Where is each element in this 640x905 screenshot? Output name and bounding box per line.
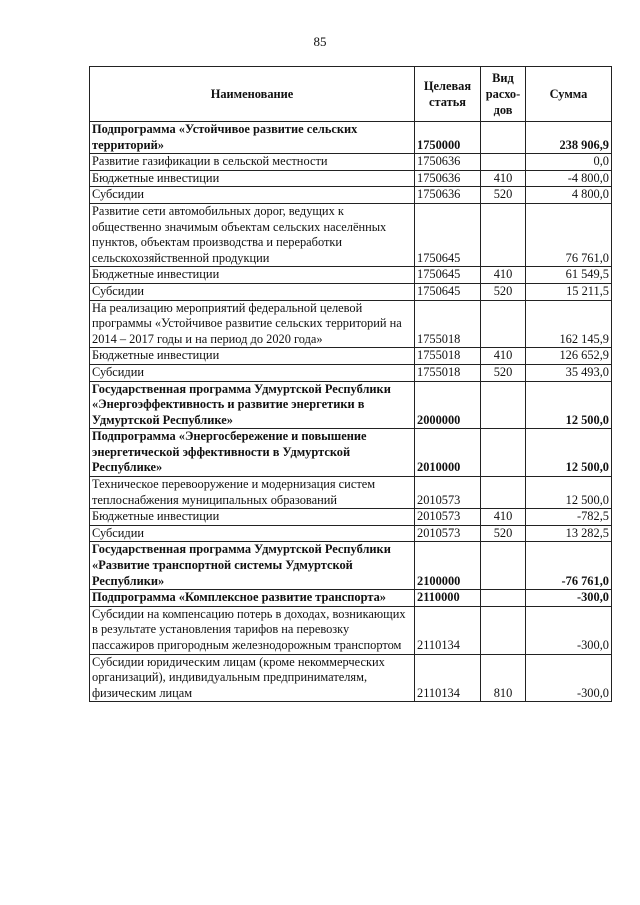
row-expense-type xyxy=(481,590,526,607)
row-target-article: 1755018 xyxy=(415,364,481,381)
row-name: Бюджетные инвестиции xyxy=(90,348,415,365)
row-name: Государственная программа Удмуртской Республики «Развитие транспортной системы Удмуртской Республики» xyxy=(90,542,415,590)
table-row xyxy=(90,267,612,284)
row-name: Развитие сети автомобильных дорог, ведущих к общественно значимым объектам сельских населённых пунктов, объектам производства и переработки сельскохозяйственной продукции xyxy=(90,203,415,266)
row-expense-type: 520 xyxy=(481,525,526,542)
table-row xyxy=(90,300,612,348)
row-expense-type: 520 xyxy=(481,283,526,300)
row-expense-type: 410 xyxy=(481,509,526,526)
row-name: Субсидии xyxy=(90,283,415,300)
row-expense-type: 520 xyxy=(481,187,526,204)
row-expense-type xyxy=(481,203,526,266)
table-row xyxy=(90,509,612,526)
table-row xyxy=(90,122,612,154)
row-name: Бюджетные инвестиции xyxy=(90,267,415,284)
row-expense-type xyxy=(481,154,526,171)
header-sum: Сумма xyxy=(526,67,612,122)
row-target-article: 1750645 xyxy=(415,283,481,300)
row-expense-type: 520 xyxy=(481,364,526,381)
row-expense-type xyxy=(481,542,526,590)
row-target-article: 1750000 xyxy=(415,122,481,154)
row-name: На реализацию мероприятий федеральной целевой программы «Устойчивое развитие сельских территорий на 2014 – 2017 годы и на период до 2020 года» xyxy=(90,300,415,348)
table-header-row xyxy=(90,67,612,122)
row-sum: 76 761,0 xyxy=(526,203,612,266)
row-sum: 12 500,0 xyxy=(526,429,612,477)
row-target-article: 2110134 xyxy=(415,654,481,702)
row-sum: 35 493,0 xyxy=(526,364,612,381)
row-name: Подпрограмма «Энергосбережение и повышение энергетической эффективности в Удмуртской Республике» xyxy=(90,429,415,477)
row-name: Субсидии xyxy=(90,187,415,204)
row-target-article: 1750645 xyxy=(415,203,481,266)
row-target-article: 1750636 xyxy=(415,187,481,204)
row-name: Бюджетные инвестиции xyxy=(90,509,415,526)
row-expense-type xyxy=(481,300,526,348)
table-row xyxy=(90,606,612,654)
row-expense-type xyxy=(481,477,526,509)
row-sum: -300,0 xyxy=(526,590,612,607)
row-name: Государственная программа Удмуртской Республики «Энергоэффективность и развитие энергетики в Удмуртской Республике» xyxy=(90,381,415,429)
row-target-article: 2100000 xyxy=(415,542,481,590)
row-name: Субсидии юридическим лицам (кроме некоммерческих организаций), индивидуальным предпринимателям, физическим лицам xyxy=(90,654,415,702)
table-row xyxy=(90,542,612,590)
row-sum: 13 282,5 xyxy=(526,525,612,542)
row-name: Подпрограмма «Комплексное развитие транспорта» xyxy=(90,590,415,607)
row-target-article: 1750645 xyxy=(415,267,481,284)
row-sum: 4 800,0 xyxy=(526,187,612,204)
row-target-article: 2010573 xyxy=(415,509,481,526)
table-row xyxy=(90,348,612,365)
row-target-article: 1750636 xyxy=(415,170,481,187)
row-target-article: 2010573 xyxy=(415,525,481,542)
row-sum: -782,5 xyxy=(526,509,612,526)
row-sum: 238 906,9 xyxy=(526,122,612,154)
row-expense-type xyxy=(481,606,526,654)
budget-table xyxy=(89,66,612,702)
table-row xyxy=(90,154,612,171)
row-target-article: 2110134 xyxy=(415,606,481,654)
table-row xyxy=(90,364,612,381)
row-sum: -300,0 xyxy=(526,654,612,702)
row-target-article: 2110000 xyxy=(415,590,481,607)
row-target-article: 1755018 xyxy=(415,348,481,365)
row-name: Техническое перевооружение и модернизация систем теплоснабжения муниципальных образований xyxy=(90,477,415,509)
row-expense-type xyxy=(481,429,526,477)
row-expense-type: 410 xyxy=(481,267,526,284)
row-sum: 12 500,0 xyxy=(526,477,612,509)
row-sum: 126 652,9 xyxy=(526,348,612,365)
row-name: Развитие газификации в сельской местности xyxy=(90,154,415,171)
row-sum: 15 211,5 xyxy=(526,283,612,300)
table-row xyxy=(90,170,612,187)
table-row xyxy=(90,477,612,509)
row-target-article: 1750636 xyxy=(415,154,481,171)
row-expense-type xyxy=(481,122,526,154)
header-target-article: Целевая статья xyxy=(415,67,481,122)
table-row xyxy=(90,283,612,300)
row-target-article: 2010000 xyxy=(415,429,481,477)
row-name: Субсидии xyxy=(90,525,415,542)
row-sum: 0,0 xyxy=(526,154,612,171)
table-row xyxy=(90,590,612,607)
header-expense-type: Вид расхо-дов xyxy=(481,67,526,122)
table-row xyxy=(90,429,612,477)
row-target-article: 2010573 xyxy=(415,477,481,509)
row-expense-type: 410 xyxy=(481,170,526,187)
row-sum: 162 145,9 xyxy=(526,300,612,348)
row-name: Подпрограмма «Устойчивое развитие сельских территорий» xyxy=(90,122,415,154)
row-sum: 61 549,5 xyxy=(526,267,612,284)
table-row xyxy=(90,187,612,204)
header-name: Наименование xyxy=(90,67,415,122)
row-sum: 12 500,0 xyxy=(526,381,612,429)
row-sum: -4 800,0 xyxy=(526,170,612,187)
row-name: Бюджетные инвестиции xyxy=(90,170,415,187)
page-number: 85 xyxy=(313,34,327,49)
row-name: Субсидии xyxy=(90,364,415,381)
row-target-article: 2000000 xyxy=(415,381,481,429)
table-row xyxy=(90,381,612,429)
row-expense-type: 810 xyxy=(481,654,526,702)
row-sum: -300,0 xyxy=(526,606,612,654)
row-target-article: 1755018 xyxy=(415,300,481,348)
row-expense-type xyxy=(481,381,526,429)
row-expense-type: 410 xyxy=(481,348,526,365)
table-row xyxy=(90,203,612,266)
row-sum: -76 761,0 xyxy=(526,542,612,590)
row-name: Субсидии на компенсацию потерь в доходах, возникающих в результате установления тарифов на перевозку пассажиров пригородным железнодорожным транспортом xyxy=(90,606,415,654)
table-row xyxy=(90,654,612,702)
table-row xyxy=(90,525,612,542)
